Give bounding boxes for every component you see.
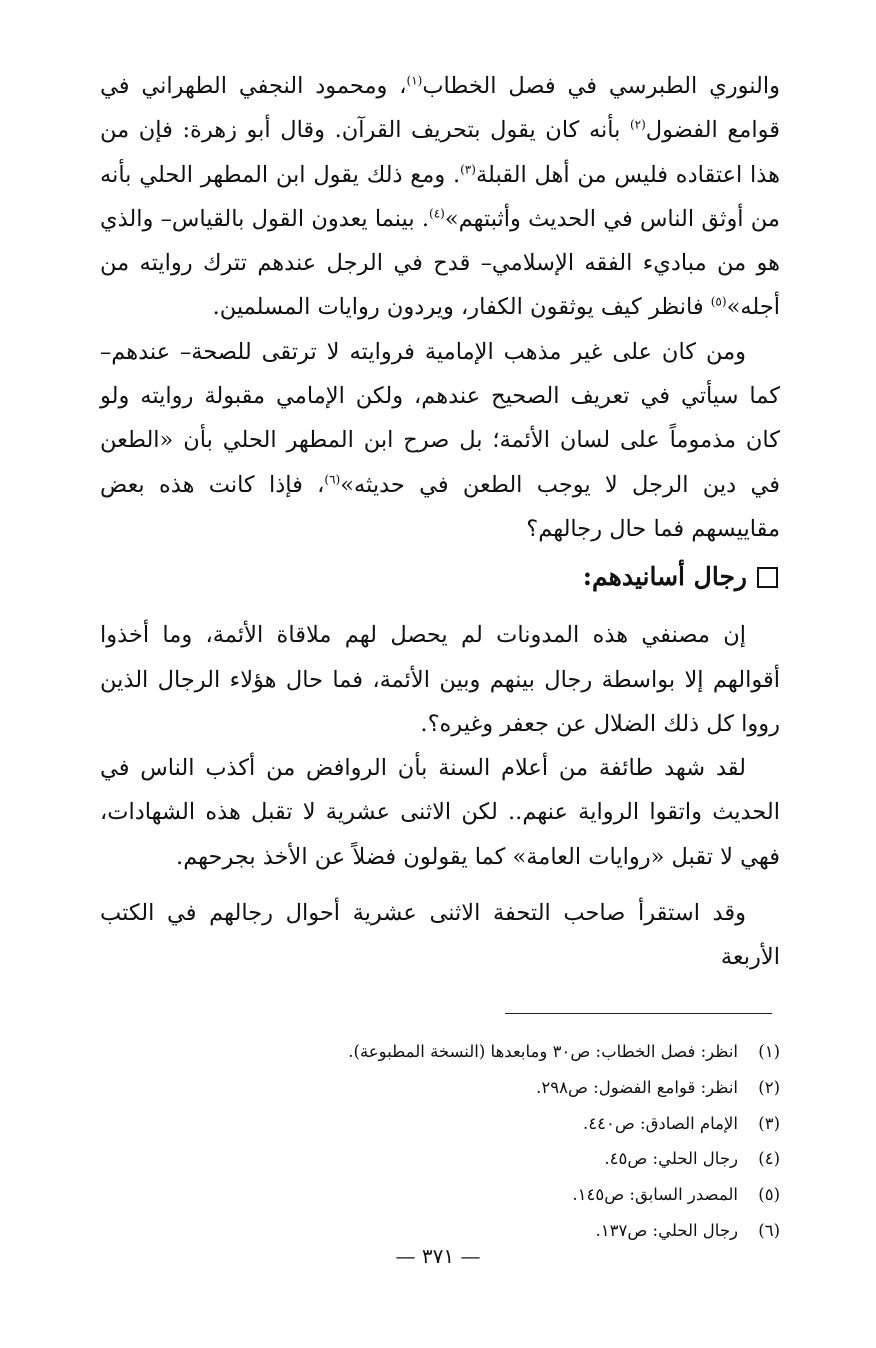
footnote-ref-5[interactable]: (٥) bbox=[710, 294, 727, 309]
footnote-ref-1[interactable]: (١) bbox=[406, 73, 423, 88]
footnote-text: رجال الحلي: ص٤٥. bbox=[604, 1149, 738, 1169]
footnote-text: المصدر السابق: ص١٤٥. bbox=[572, 1185, 738, 1205]
footnote-ref-6[interactable]: (٦) bbox=[324, 472, 341, 487]
paragraph-2: ومن كان على غير مذهب الإمامية فروايته لا ترتقى للصحة– عندهم– كما سيأتي في تعريف الصحيح عندهم، ولكن الإمامي مقبولة روايته ولو كان مذموماً على لسان الأئمة؛ بل صرح ابن المطهر الحلي بأن «الطعن في دين الرجل لا يوجب الطعن في حديثه»$^{(٦)}$، فإذا كانت هذه بعض مقاييسهم فما حال رجالهم؟ bbox=[100, 338, 780, 542]
footnote-number: (٢) bbox=[758, 1077, 780, 1097]
section-heading bbox=[100, 555, 780, 599]
footnote-ref-2[interactable]: (٢) bbox=[629, 117, 646, 132]
footnote-number: (٣) bbox=[758, 1113, 780, 1133]
footnote-separator bbox=[505, 1013, 772, 1014]
footnote-text: انظر: قوامع الفضول: ص٢٩٨. bbox=[536, 1077, 738, 1097]
page-number: — ٣٧١ — bbox=[395, 1244, 481, 1268]
footnote-text: انظر: فصل الخطاب: ص٣٠ ومابعدها (النسخة المطبوعة). bbox=[348, 1042, 738, 1061]
main-text bbox=[100, 64, 780, 980]
paragraph-1: والنوري الطبرسي في فصل الخطاب$^{(١)}$، ومحمود النجفي الطهراني في قوامع الفضول$^{(٢)}$ بأنه كان يقول بتحريف القرآن. وقال أبو زهرة: فإن من هذا اعتقاده فليس من أهل القبلة$^{(٣)}$. ومع ذلك يقول ابن المطهر الحلي بأنه من أوثق الناس في الحديث وأثبتهم»$^{(٤)}$. بينما يعدون القول بالقياس– والذي هو من مباديء الفقه الإسلامي– قدح في الرجل عندهم تترك روايته من أجله»$^{(٥)}$ فانظر كيف يوثقون الكفار، ويردون روايات المسلمين. bbox=[100, 73, 780, 321]
footnote-item bbox=[100, 1034, 780, 1070]
footnote-text: الإمام الصادق: ص٤٤٠. bbox=[582, 1113, 738, 1133]
footnote-number: (٤) bbox=[758, 1149, 780, 1169]
paragraph-spacer bbox=[100, 879, 780, 891]
square-bullet-icon bbox=[757, 567, 778, 588]
footnote-ref-3[interactable]: (٣) bbox=[460, 162, 476, 177]
footnotes-list bbox=[100, 1034, 780, 1249]
footnote-item bbox=[100, 1177, 780, 1213]
footnote-ref-4[interactable]: (٤) bbox=[429, 206, 445, 221]
footnote-text: رجال الحلي: ص١٣٧. bbox=[595, 1220, 738, 1240]
footnote-item bbox=[100, 1070, 780, 1106]
footnote-number: (٥) bbox=[758, 1185, 780, 1205]
footnote-number: (١) bbox=[758, 1042, 780, 1061]
footnote-number: (٦) bbox=[758, 1220, 780, 1240]
paragraph-5: وقد استقرأ صاحب التحفة الاثنى عشرية أحوال رجالهم في الكتب الأربعة bbox=[100, 900, 780, 971]
footnote-item bbox=[100, 1141, 780, 1177]
paragraph-3: إن مصنفي هذه المدونات لم يحصل لهم ملاقاة الأئمة، وما أخذوا أقوالهم إلا بواسطة رجال بينهم وبين الأئمة، فما حال هؤلاء الرجال الذين رووا كل ذلك الضلال عن جعفر وغيره؟. bbox=[100, 622, 780, 737]
section-heading-text: رجال أسانيدهم: bbox=[582, 562, 747, 592]
paragraph-4: لقد شهد طائفة من أعلام السنة بأن الروافض من أكذب الناس في الحديث واتقوا الرواية عنهم.. لكن الاثنى عشرية لا تقبل هذه الشهادات، فهي لا تقبل «روايات العامة» كما يقولون فضلاً عن الأخذ بجرحهم. bbox=[100, 755, 780, 870]
footnote-item bbox=[100, 1106, 780, 1142]
